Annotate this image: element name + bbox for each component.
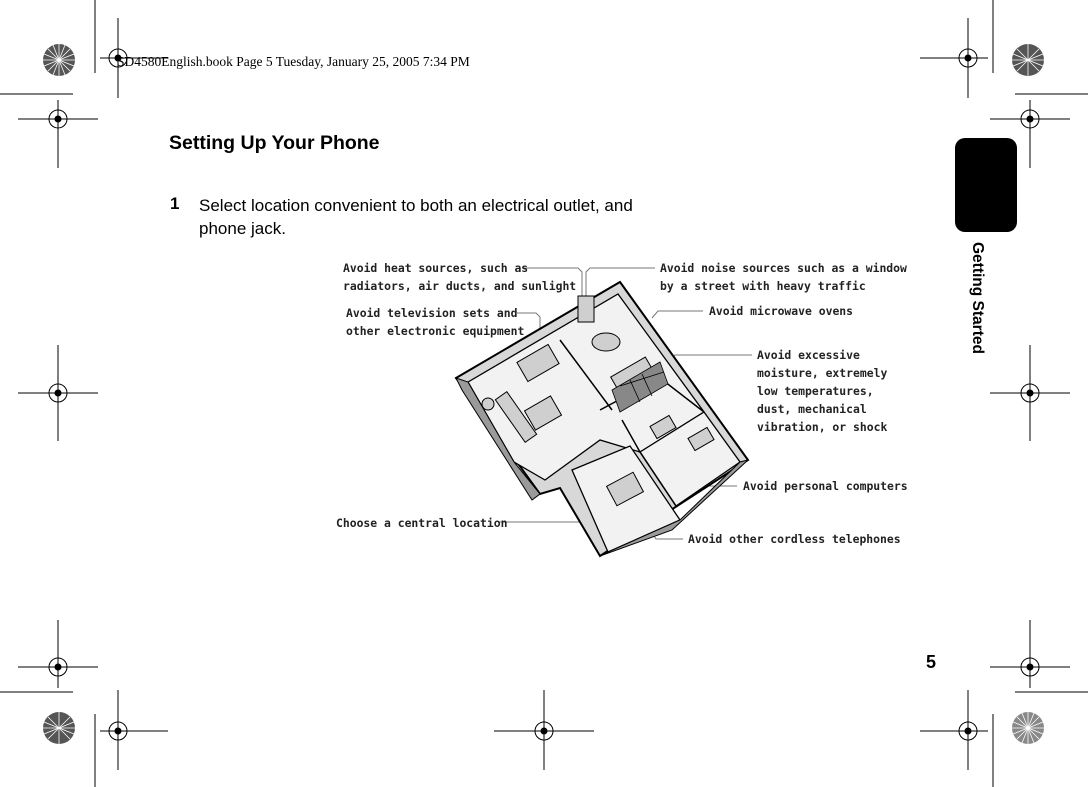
step-text: Select location convenient to both an electrical outlet, and phone jack. <box>199 196 633 238</box>
callout-central-location: Choose a central location <box>336 516 508 530</box>
page-title: Setting Up Your Phone <box>169 132 380 154</box>
callout-television <box>346 304 524 340</box>
callout-noise-sources <box>660 259 907 295</box>
callout-moisture <box>757 346 887 436</box>
callout-heat-line-2: radiators, air ducts, and sunlight <box>343 279 577 293</box>
chapter-tab-label: Getting Started <box>969 242 986 354</box>
callout-moisture-line-1: Avoid excessive <box>757 348 860 362</box>
callout-moisture-line-4: dust, mechanical <box>757 402 867 416</box>
radiator <box>578 296 594 322</box>
step-number: 1 <box>170 194 180 213</box>
callout-personal-computers: Avoid personal computers <box>743 479 908 493</box>
lamp <box>482 398 494 410</box>
callout-heat-sources <box>343 259 576 295</box>
callout-tv-line-1: Avoid television sets and <box>346 306 518 320</box>
callout-tv-line-2: other electronic equipment <box>346 324 525 338</box>
callout-moisture-line-2: moisture, extremely <box>757 366 888 380</box>
callout-noise-line-1: Avoid noise sources such as a window <box>660 261 907 275</box>
callout-moisture-line-3: low temperatures, <box>757 384 874 398</box>
callout-microwave: Avoid microwave ovens <box>709 304 854 318</box>
running-head: SD4580English.book Page 5 Tuesday, January 25, 2005 7:34 PM <box>117 54 470 69</box>
callout-cordless-telephones: Avoid other cordless telephones <box>688 532 901 546</box>
callout-moisture-line-5: vibration, or shock <box>757 420 888 434</box>
page-number: 5 <box>926 652 937 672</box>
dining-table <box>592 333 620 351</box>
chapter-tab <box>955 138 1017 232</box>
callout-heat-line-1: Avoid heat sources, such as <box>343 261 529 275</box>
callout-noise-line-2: by a street with heavy traffic <box>660 279 866 293</box>
